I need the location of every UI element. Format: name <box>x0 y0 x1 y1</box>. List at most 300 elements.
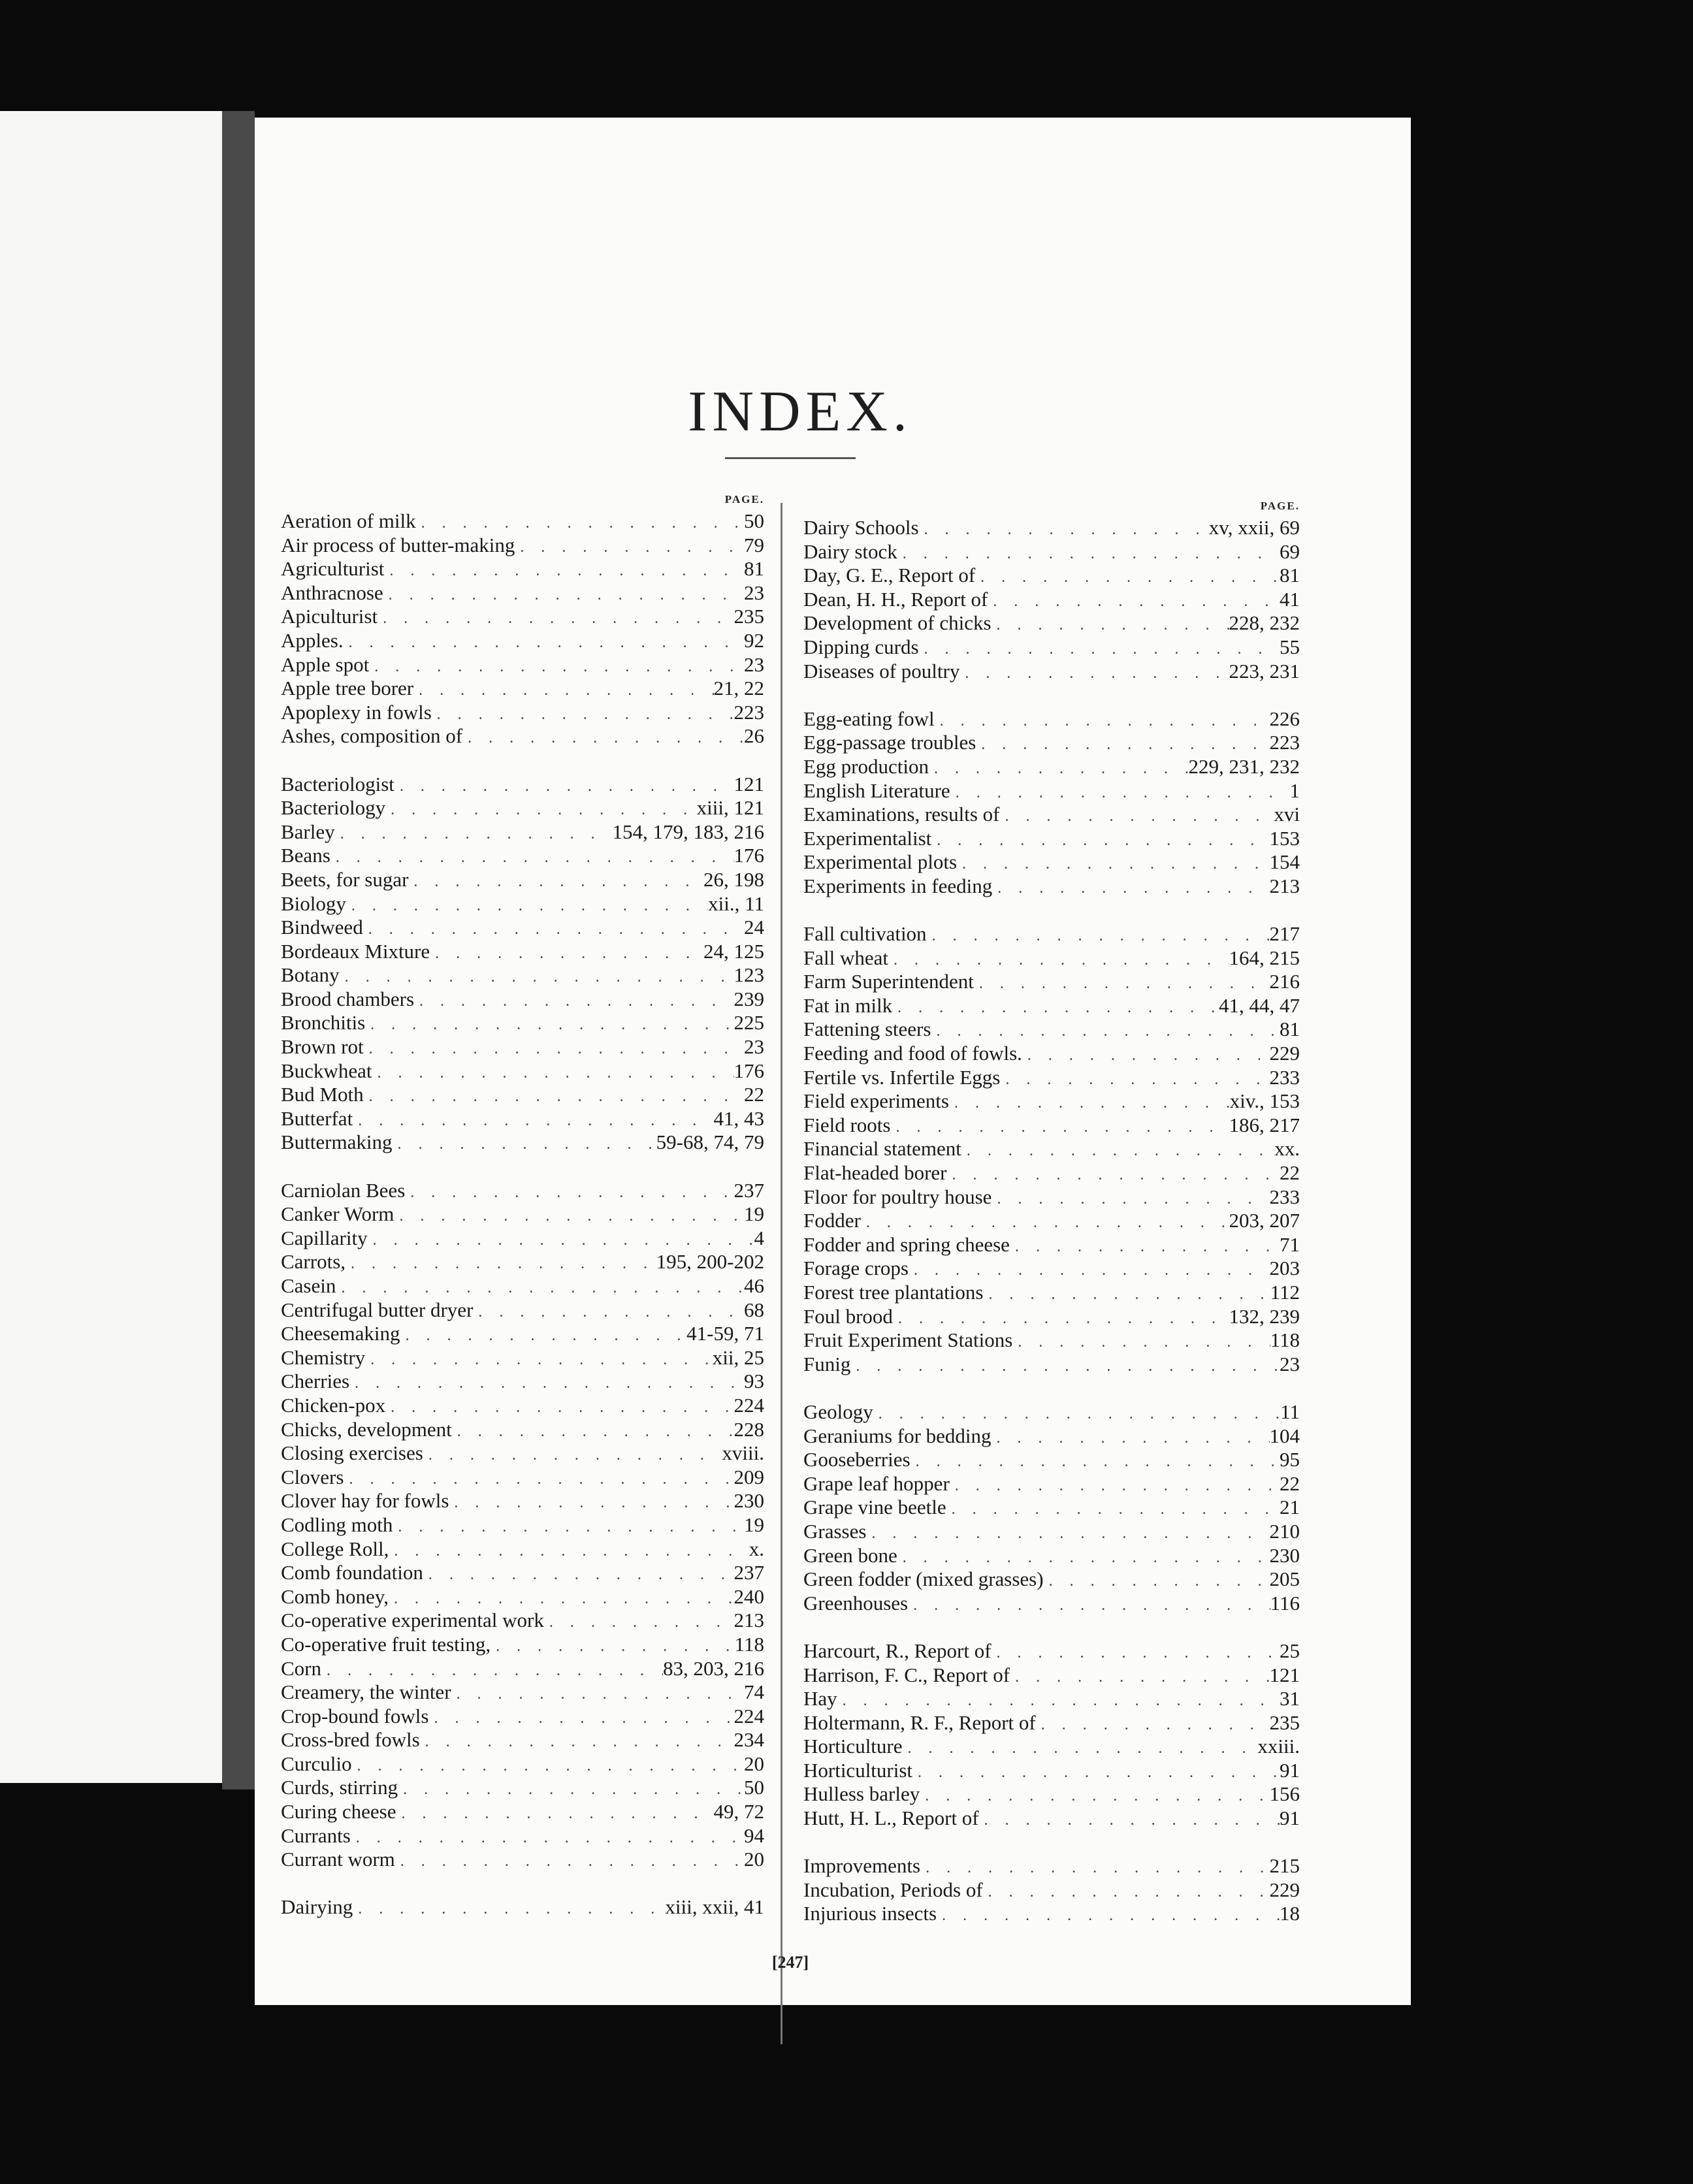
index-entry <box>281 1322 764 1346</box>
index-entry <box>281 1250 764 1274</box>
index-entry-term: Agriculturist <box>281 557 385 581</box>
dot-leader <box>949 1091 1230 1116</box>
index-entry-term: English Literature <box>803 779 950 802</box>
index-entry-term: Funig <box>803 1352 851 1375</box>
index-entry <box>803 1042 1300 1066</box>
dot-leader <box>414 989 734 1014</box>
index-entry-term: Incubation, Periods of <box>803 1878 983 1901</box>
index-entry-pages: 26, 198 <box>703 867 764 891</box>
dot-leader <box>961 1139 1274 1163</box>
dot-leader <box>950 1474 1280 1498</box>
dot-leader <box>346 1252 656 1276</box>
dot-leader <box>389 1539 749 1564</box>
index-entry-term: Fattening steers <box>803 1018 931 1041</box>
index-entry-term: Capillarity <box>281 1226 368 1249</box>
dot-leader <box>452 1420 734 1444</box>
dot-leader <box>383 583 744 607</box>
index-entry-pages: 213 <box>734 1609 764 1632</box>
index-entry-term: Green fodder (mixed grasses) <box>803 1567 1044 1591</box>
dot-leader <box>416 511 744 536</box>
index-entry-term: Curculio <box>281 1752 352 1775</box>
index-entry-term: Geraniums for bedding <box>803 1424 992 1447</box>
index-entry-term: Co-operative fruit testing, <box>281 1632 491 1656</box>
index-entry-pages: 19 <box>744 1202 764 1226</box>
index-entry <box>803 1089 1300 1114</box>
title-rule <box>725 457 856 459</box>
index-entry-term: Experiments in feeding <box>803 874 993 897</box>
index-entry-pages: 21 <box>1280 1496 1300 1519</box>
dot-leader <box>992 1187 1269 1212</box>
index-entry-term: Grasses <box>803 1519 867 1543</box>
index-entry-pages: xii., 11 <box>708 891 764 915</box>
index-entry <box>803 588 1300 612</box>
dot-leader <box>892 996 1219 1020</box>
dot-leader <box>346 894 708 918</box>
index-entry-term: Bindweed <box>281 916 363 939</box>
index-entry-term: Aeration of milk <box>281 509 416 532</box>
index-entry-pages: 19 <box>744 1513 764 1536</box>
dot-leader <box>423 1563 734 1587</box>
index-entry-pages: 203 <box>1269 1257 1300 1280</box>
index-entry-pages: 68 <box>744 1298 764 1321</box>
index-entry <box>803 1687 1300 1711</box>
index-entry-term: Beets, for sugar <box>281 867 409 891</box>
index-entry-term: Harcourt, R., Report of <box>803 1639 992 1662</box>
dot-leader <box>911 1450 1280 1474</box>
index-entry-term: Cherries <box>281 1370 350 1393</box>
page-number: [247] <box>771 1953 809 1972</box>
index-entry-term: Feeding and food of fowls. <box>803 1042 1022 1065</box>
facing-page-edge <box>0 111 222 1783</box>
dot-leader <box>491 1635 735 1659</box>
index-entry <box>803 1305 1300 1329</box>
index-entry-term: Curing cheese <box>281 1800 396 1823</box>
index-entry <box>281 1657 764 1681</box>
index-entry-pages: 71 <box>1280 1232 1300 1256</box>
dot-leader <box>389 1587 734 1611</box>
index-entry-pages: 49, 72 <box>713 1800 764 1823</box>
index-entry-pages: xiii, xxii, 41 <box>665 1895 764 1919</box>
dot-leader <box>423 1443 722 1468</box>
dot-leader <box>974 972 1270 996</box>
index-entry-pages: 26 <box>744 724 764 748</box>
index-entry <box>803 635 1300 660</box>
index-entry-term: Dean, H. H., Report of <box>803 587 988 611</box>
dot-leader <box>396 1802 713 1826</box>
dot-leader <box>451 1682 744 1707</box>
dot-leader <box>908 1594 1270 1618</box>
index-entry-term: College Roll, <box>281 1537 389 1560</box>
index-entry-term: Buckwheat <box>281 1059 372 1082</box>
index-entry-pages: 233 <box>1269 1185 1300 1208</box>
index-entry <box>281 773 764 797</box>
index-entry <box>803 1520 1300 1544</box>
index-entry-term: Bacteriology <box>281 796 386 820</box>
index-entry <box>803 1735 1300 1759</box>
index-entry-pages: 223 <box>1269 731 1300 754</box>
index-entry-term: Bordeaux Mixture <box>281 939 430 963</box>
index-entry-pages: 81 <box>1280 564 1300 587</box>
index-entry-list-left <box>281 509 764 1919</box>
dot-leader <box>353 1109 713 1133</box>
index-entry-pages: 210 <box>1269 1519 1300 1543</box>
index-entry-pages: 69 <box>1280 539 1300 563</box>
index-entry-pages: 153 <box>1269 826 1300 850</box>
index-entry-term: Egg-eating fowl <box>803 707 935 730</box>
index-entry <box>281 1537 764 1562</box>
index-entry-pages: 79 <box>744 533 764 556</box>
index-entry <box>803 1400 1300 1424</box>
index-entry-term: Examinations, results of <box>803 803 1000 826</box>
index-entry-pages: xiv., 153 <box>1229 1089 1300 1113</box>
index-entry <box>803 1185 1300 1210</box>
index-entry-pages: 234 <box>734 1728 764 1752</box>
index-entry <box>281 1680 764 1705</box>
index-entry-pages: xxiii. <box>1257 1735 1300 1758</box>
index-entry <box>803 1209 1300 1233</box>
index-entry-term: Hulless barley <box>803 1782 920 1806</box>
index-entry <box>803 994 1300 1018</box>
index-entry <box>281 1227 764 1251</box>
index-entry <box>803 1472 1300 1496</box>
index-entry-pages: 93 <box>744 1370 764 1393</box>
dot-leader <box>344 1468 734 1492</box>
dot-leader <box>837 1689 1280 1713</box>
index-entry-pages: 224 <box>734 1704 764 1727</box>
index-entry-term: Fall wheat <box>803 946 888 969</box>
index-entry <box>803 970 1300 994</box>
index-entry <box>281 724 764 748</box>
index-entry-term: Clover hay for fowls <box>281 1489 449 1513</box>
index-entry <box>803 1567 1300 1592</box>
index-entry <box>803 1807 1300 1831</box>
dot-leader <box>385 1396 734 1420</box>
index-entry-pages: 164, 215 <box>1229 946 1300 969</box>
index-entry-term: Bud Moth <box>281 1083 364 1106</box>
index-entry <box>803 779 1300 803</box>
index-entry-pages: 229 <box>1269 1878 1300 1901</box>
index-entry-term: Gooseberries <box>803 1448 911 1471</box>
index-entry-pages: 239 <box>734 987 764 1010</box>
index-entry-term: Barley <box>281 820 335 843</box>
index-entry-term: Crop-bound fowls <box>281 1704 429 1727</box>
book-spine <box>222 111 255 1790</box>
dot-leader <box>919 637 1280 662</box>
index-entry <box>803 1711 1300 1735</box>
index-entry-term: Improvements <box>803 1854 921 1878</box>
dot-leader <box>420 1730 734 1754</box>
index-entry-pages: 223, 231 <box>1229 659 1300 682</box>
index-entry <box>281 1800 764 1824</box>
dot-leader <box>866 1522 1269 1546</box>
index-column-right <box>803 496 1300 1926</box>
dot-leader <box>365 1013 734 1037</box>
index-entry-term: Hay <box>803 1687 837 1710</box>
index-entry-pages: 55 <box>1280 635 1300 658</box>
index-entry <box>803 946 1300 971</box>
index-entry-pages: 41, 43 <box>713 1106 764 1130</box>
dot-leader <box>385 798 697 822</box>
index-entry-term: Holtermann, R. F., Report of <box>803 1710 1036 1734</box>
index-page <box>255 118 1411 2005</box>
index-entry-pages: 195, 200-202 <box>656 1250 764 1274</box>
index-entry-term: Clovers <box>281 1465 344 1488</box>
index-entry-term: Currant worm <box>281 1848 395 1871</box>
index-entry-term: Centrifugal butter dryer <box>281 1298 474 1321</box>
index-entry <box>803 875 1300 899</box>
dot-leader <box>351 1826 744 1850</box>
index-entry <box>803 1328 1300 1353</box>
index-entry <box>803 850 1300 875</box>
index-entry <box>803 731 1300 755</box>
index-entry <box>803 1544 1300 1568</box>
dot-leader <box>394 1204 744 1228</box>
index-entry-pages: xviii. <box>722 1441 764 1465</box>
index-entry-pages: 50 <box>744 509 764 532</box>
page-column-heading: PAGE. <box>724 493 764 506</box>
dot-leader <box>400 1324 687 1348</box>
index-entry-pages: 24, 125 <box>703 939 764 963</box>
index-entry-pages: 91 <box>1280 1758 1300 1782</box>
letter-group-gap <box>803 1831 1300 1855</box>
index-entry-term: Dairy stock <box>803 539 897 563</box>
index-entry <box>803 707 1300 731</box>
index-entry-term: Day, G. E., Report of <box>803 564 976 587</box>
index-entry-term: Air process of butter-making <box>281 533 515 556</box>
index-entry-pages: 121 <box>1269 1663 1300 1686</box>
index-entry-pages: 23 <box>744 652 764 676</box>
dot-leader <box>365 1348 713 1372</box>
letter-group-gap <box>803 899 1300 923</box>
index-entry-term: Closing exercises <box>281 1441 423 1465</box>
index-entry <box>281 1466 764 1490</box>
index-entry-term: Fodder <box>803 1209 861 1232</box>
dot-leader <box>372 1061 734 1085</box>
index-entry-term: Egg production <box>803 754 929 778</box>
dot-leader <box>920 1856 1269 1880</box>
index-entry-pages: 217 <box>1269 922 1300 946</box>
index-entry-pages: 154 <box>1269 850 1300 874</box>
dot-leader <box>873 1402 1280 1426</box>
index-entry <box>281 1202 764 1227</box>
index-entry-pages: 1 <box>1289 779 1300 802</box>
index-entry <box>281 868 764 892</box>
index-entry <box>803 1066 1300 1090</box>
index-entry-term: Chemistry <box>281 1345 366 1369</box>
letter-group-gap <box>803 1376 1300 1400</box>
index-entry-pages: 11 <box>1280 1400 1300 1423</box>
index-entry-term: Diseases of poultry <box>803 659 960 682</box>
index-entry <box>803 1448 1300 1472</box>
index-entry <box>281 653 764 677</box>
dot-leader <box>449 1491 734 1515</box>
index-entry <box>803 611 1300 635</box>
index-entry <box>281 1489 764 1513</box>
index-entry-pages: xx. <box>1274 1137 1300 1161</box>
index-entry-pages: 213 <box>1269 874 1300 897</box>
index-entry <box>281 1561 764 1585</box>
dot-leader <box>937 1904 1280 1928</box>
index-entry-term: Carniolan Bees <box>281 1178 406 1202</box>
index-entry <box>281 1895 764 1919</box>
index-entry <box>803 1639 1300 1663</box>
index-entry-term: Foul brood <box>803 1304 893 1328</box>
index-entry <box>803 1592 1300 1616</box>
index-entry-pages: 203, 207 <box>1229 1209 1300 1232</box>
index-entry-term: Botany <box>281 963 340 987</box>
index-entry-pages: 237 <box>734 1561 764 1584</box>
index-entry <box>281 1370 764 1394</box>
dot-leader <box>331 846 734 870</box>
dot-leader <box>393 1515 744 1539</box>
dot-leader <box>946 1163 1280 1187</box>
dot-leader <box>1000 1068 1269 1092</box>
index-entry <box>803 1902 1300 1926</box>
index-entry <box>281 677 764 701</box>
index-entry-pages: xvi <box>1274 803 1300 826</box>
index-entry-pages: 216 <box>1269 970 1300 993</box>
dot-leader <box>992 1426 1270 1451</box>
index-entry-pages: 112 <box>1270 1281 1300 1304</box>
index-entry <box>803 1424 1300 1449</box>
index-entry-pages: 23 <box>744 1035 764 1059</box>
index-entry <box>803 1663 1300 1688</box>
dot-leader <box>321 1659 663 1683</box>
dot-leader <box>405 1181 734 1205</box>
index-entry <box>281 534 764 558</box>
page-column-heading: PAGE. <box>1260 500 1300 512</box>
index-entry-pages: 81 <box>1280 1018 1300 1041</box>
index-entry <box>803 1878 1300 1903</box>
index-entry <box>281 1298 764 1323</box>
index-entry-pages: 91 <box>1280 1807 1300 1830</box>
index-entry <box>803 1161 1300 1185</box>
index-entry-term: Grape vine beetle <box>803 1496 946 1519</box>
dot-leader <box>368 1228 754 1253</box>
letter-group-gap <box>281 1872 764 1896</box>
index-entry-pages: 123 <box>734 963 764 987</box>
index-entry-term: Development of chicks <box>803 611 992 635</box>
index-entry <box>281 509 764 534</box>
index-entry-pages: 18 <box>1280 1902 1300 1925</box>
index-entry-pages: 74 <box>744 1680 764 1704</box>
dot-leader <box>931 829 1269 853</box>
index-entry-term: Fodder and spring cheese <box>803 1232 1010 1256</box>
index-entry <box>803 1233 1300 1257</box>
index-entry <box>281 1035 764 1059</box>
index-entry-term: Co-operative experimental work <box>281 1609 544 1632</box>
dot-leader <box>364 1085 744 1109</box>
dot-leader <box>515 536 744 560</box>
index-entry-pages: 215 <box>1269 1854 1300 1878</box>
letter-group-gap <box>281 1155 764 1179</box>
index-entry-pages: 176 <box>734 1059 764 1082</box>
index-entry-pages: 226 <box>1269 707 1300 730</box>
index-entry-pages: 132, 239 <box>1229 1304 1300 1328</box>
index-entry <box>281 796 764 820</box>
dot-leader <box>931 1020 1280 1044</box>
index-entry-pages: 4 <box>754 1226 764 1249</box>
dot-leader <box>344 631 744 655</box>
dot-leader <box>428 1707 734 1731</box>
index-entry-term: Codling moth <box>281 1513 393 1536</box>
dot-leader <box>392 1132 656 1157</box>
dot-leader <box>946 1498 1280 1522</box>
index-entry-pages: 50 <box>744 1776 764 1799</box>
index-entry-pages: 156 <box>1269 1782 1300 1806</box>
index-entry-pages: 24 <box>744 916 764 939</box>
dot-leader <box>340 965 734 989</box>
index-entry <box>281 1179 764 1203</box>
index-entry-pages: 235 <box>734 605 764 628</box>
index-entry-pages: 235 <box>1269 1710 1300 1734</box>
index-entry-term: Buttermaking <box>281 1131 393 1154</box>
index-entry <box>281 1728 764 1752</box>
index-entry-pages: 225 <box>734 1011 764 1035</box>
index-entry <box>803 516 1300 540</box>
dot-leader <box>920 1784 1269 1808</box>
index-entry-term: Chicken-pox <box>281 1393 386 1417</box>
index-entry-term: Ashes, composition of <box>281 724 463 748</box>
index-entry-term: Dipping curds <box>803 635 919 658</box>
index-entry-term: Bacteriologist <box>281 772 395 795</box>
index-entry-term: Curds, stirring <box>281 1776 398 1799</box>
index-entry-term: Comb honey, <box>281 1584 389 1608</box>
index-entry <box>281 701 764 725</box>
index-entry-pages: 81 <box>744 557 764 581</box>
index-entry-term: Creamery, the winter <box>281 1680 451 1704</box>
dot-leader <box>950 781 1290 805</box>
index-entry-pages: 118 <box>734 1632 764 1656</box>
index-entry <box>281 1011 764 1035</box>
dot-leader <box>850 1355 1280 1379</box>
dot-leader <box>363 918 744 942</box>
index-entry-pages: 116 <box>1270 1591 1300 1614</box>
dot-leader <box>897 542 1280 566</box>
index-entry-term: Horticulturist <box>803 1758 913 1782</box>
dot-leader <box>395 1850 744 1874</box>
index-entry-term: Grape leaf hopper <box>803 1471 950 1495</box>
index-entry-term: Fruit Experiment Stations <box>803 1328 1013 1352</box>
index-entry-pages: 229 <box>1269 1042 1300 1065</box>
index-entry <box>281 557 764 581</box>
dot-leader <box>992 613 1229 637</box>
index-entry-pages: 22 <box>1280 1471 1300 1495</box>
index-entry-pages: 104 <box>1269 1424 1300 1447</box>
index-entry-term: Experimentalist <box>803 826 932 850</box>
dot-leader <box>861 1211 1229 1235</box>
dot-leader <box>959 662 1229 686</box>
index-entry-term: Green bone <box>803 1543 897 1567</box>
index-entry <box>281 844 764 868</box>
index-entry <box>803 1759 1300 1783</box>
index-entry <box>281 581 764 605</box>
index-entry <box>281 988 764 1012</box>
index-entry-term: Floor for poultry house <box>803 1185 992 1208</box>
index-entry-pages: 228, 232 <box>1229 611 1300 635</box>
index-entry-pages: 21, 22 <box>713 677 764 700</box>
index-entry <box>281 1776 764 1800</box>
column-divider <box>781 503 782 2044</box>
index-entry-term: Apoplexy in fowls <box>281 700 432 724</box>
index-entry-pages: 186, 217 <box>1229 1113 1300 1136</box>
index-entry <box>803 1353 1300 1377</box>
dot-leader <box>1022 1044 1270 1068</box>
index-entry-term: Corn <box>281 1656 321 1680</box>
index-entry-term: Fat in milk <box>803 993 893 1017</box>
dot-leader <box>976 733 1269 757</box>
index-entry-term: Farm Superintendent <box>803 970 974 993</box>
